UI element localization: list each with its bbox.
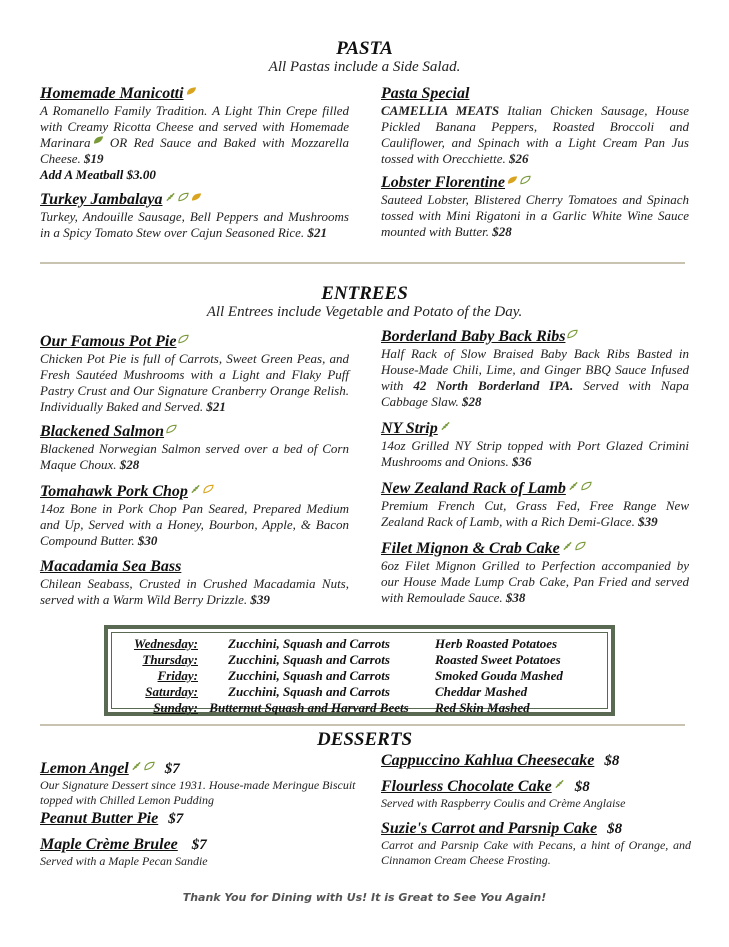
menu-item-filet-crab-cake [381, 538, 689, 606]
menu-item-pot-pie [40, 331, 349, 415]
item-name: Turkey Jambalaya [40, 191, 163, 208]
menu-item-jambalaya [40, 189, 349, 241]
green-leaf-icon [93, 135, 104, 145]
item-price: $28 [119, 457, 140, 472]
wheat-icon [562, 541, 573, 551]
gold-leaf-icon [507, 175, 518, 185]
wheat-icon [568, 481, 579, 491]
daily-sides-row [112, 636, 607, 652]
wheat-icon [131, 761, 142, 771]
wheat-icon [165, 192, 176, 202]
wheat-icon [190, 484, 201, 494]
daily-sides-row [112, 700, 607, 716]
item-price: $28 [492, 224, 512, 239]
item-description: Sauteed Lobster, Blistered Cherry Tomatoes and Spinach tossed with Mini Rigatoni in a Garlic White Wine Sauce mounted with Butter. $28 [381, 192, 689, 239]
day-label: Wednesday: [133, 636, 198, 651]
item-price: $21 [307, 225, 327, 240]
item-price: $8 [604, 753, 620, 769]
item-description: 14oz Bone in Pork Chop Pan Seared, Prepared Medium and Up, Served with a Honey, Bourbon, Apple, & Bacon Compound Butter. $30 [40, 501, 349, 548]
menu-item-ny-strip [381, 418, 689, 470]
menu-item-peanut-butter-pie [40, 808, 360, 828]
entrees-title: ENTREES [321, 283, 408, 304]
nut-leaf-icon [203, 484, 214, 494]
item-name: Filet Mignon & Crab Cake [381, 540, 560, 557]
item-description: Served with Raspberry Coulis and Crème Anglaise [381, 796, 626, 810]
item-addon: Add A Meatball $3.00 [40, 167, 156, 182]
item-name: NY Strip [381, 420, 438, 437]
section-divider [40, 262, 685, 264]
menu-item-lemon-angel [40, 758, 360, 808]
potato: Cheddar Mashed [435, 684, 528, 699]
menu-item-baby-back-ribs [381, 326, 689, 410]
item-description: Half Rack of Slow Braised Baby Back Ribs Basted in House-Made Chili, Lime, and Ginger BBQ Sauce Infused with 42 North Borderland IPA. Served with Napa Cabbage Slaw. $28 [381, 346, 689, 409]
potato: Herb Roasted Potatoes [435, 636, 558, 651]
item-name: Borderland Baby Back Ribs [381, 328, 566, 345]
potato: Smoked Gouda Mashed [435, 668, 563, 683]
vegetable: Butternut Squash and Harvard Beets [209, 700, 409, 715]
item-description: Our Signature Dessert since 1931. House-made Meringue Biscuit topped with Chilled Lemon Pudding [40, 778, 356, 807]
menu-item-blackened-salmon [40, 421, 349, 473]
gold-leaf-icon [191, 192, 202, 202]
daily-sides-row [112, 684, 607, 700]
menu-item-tomahawk-pork-chop [40, 481, 349, 549]
item-name: Flourless Chocolate Cake [381, 778, 552, 795]
item-description: Chicken Pot Pie is full of Carrots, Sweet Green Peas, and Fresh Sautéed Mushrooms with a Light and Flaky Puff Pastry Crust and Our Signature Cranberry Orange Relish. Individually Baked and Served. $21 [40, 351, 349, 414]
item-price: $7 [164, 761, 180, 777]
item-description: CAMELLIA MEATS Italian Chicken Sausage, House Pickled Banana Peppers, Roasted Broccoli and Cauliflower, and Spinach with a Light Cream Pan Jus tossed with Orecchiette. $26 [381, 103, 689, 166]
nut-leaf-icon [144, 761, 155, 771]
item-description: Carrot and Parsnip Cake with Pecans, a hint of Orange, and Cinnamon Cream Cheese Frosting. [381, 838, 691, 867]
item-price: $38 [505, 590, 526, 605]
item-price: $19 [84, 151, 104, 166]
daily-sides-row [112, 652, 607, 668]
nut-leaf-icon [581, 481, 592, 491]
menu-item-lobster-florentine [381, 172, 689, 240]
wheat-icon [554, 779, 565, 789]
item-price: $30 [137, 533, 158, 548]
item-name: Pasta Special [381, 85, 470, 102]
item-price: $8 [574, 779, 590, 795]
menu-item-pasta-special [381, 83, 689, 167]
menu-item-macadamia-sea-bass [40, 556, 349, 608]
item-price: $36 [511, 454, 532, 469]
nut-leaf-icon [166, 424, 177, 434]
vegetable: Zucchini, Squash and Carrots [228, 652, 390, 667]
item-description: Chilean Seabass, Crusted in Crushed Macadamia Nuts, served with a Warm Wild Berry Drizzle. $39 [40, 576, 349, 607]
vegetable: Zucchini, Squash and Carrots [228, 668, 390, 683]
pasta-subtitle: All Pastas include a Side Salad. [268, 59, 461, 75]
item-name: Lemon Angel [40, 760, 129, 777]
item-price: $39 [638, 514, 658, 529]
entrees-subtitle: All Entrees include Vegetable and Potato of the Day. [206, 304, 523, 320]
wheat-icon [440, 421, 451, 431]
item-name: Macadamia Sea Bass [40, 558, 182, 575]
item-name: Homemade Manicotti [40, 85, 184, 102]
day-label: Sunday: [153, 700, 198, 715]
item-name: Maple Crème Brulee [40, 836, 178, 853]
daily-sides-table [104, 625, 615, 716]
menu-item-flourless-chocolate-cake [381, 776, 691, 811]
item-price: $7 [191, 837, 207, 853]
potato: Roasted Sweet Potatoes [435, 652, 561, 667]
day-label: Friday: [157, 668, 198, 683]
item-name: Cappuccino Kahlua Cheesecake [381, 752, 595, 769]
item-description: Blackened Norwegian Salmon served over a bed of Corn Maque Choux. $28 [40, 441, 349, 472]
vegetable: Zucchini, Squash and Carrots [228, 636, 390, 651]
item-description: A Romanello Family Tradition. A Light Thin Crepe filled with Creamy Ricotta Cheese and served with Homemade Marinara OR Red Sauce and Baked with Mozzarella Cheese. $19 [40, 103, 349, 166]
item-description: 6oz Filet Mignon Grilled to Perfection accompanied by our House Made Lump Crab Cake, Pan Fried and served with Remoulade Sauce. $38 [381, 558, 689, 605]
item-description: Premium French Cut, Grass Fed, Free Range New Zealand Rack of Lamb, with a Rich Demi-Glace. $39 [381, 498, 689, 529]
item-name: Tomahawk Pork Chop [40, 483, 188, 500]
daily-sides-row [112, 668, 607, 684]
footer-message: Thank You for Dining with Us! It is Great to See You Again! [182, 891, 547, 904]
menu-item-cappuccino-cheesecake [381, 750, 691, 770]
day-label: Saturday: [145, 684, 198, 699]
menu-item-maple-creme-brulee [40, 834, 360, 869]
nut-leaf-icon [575, 541, 586, 551]
item-name: Blackened Salmon [40, 423, 165, 440]
desserts-title: DESSERTS [316, 729, 413, 750]
item-description: Served with a Maple Pecan Sandie [40, 854, 208, 868]
pasta-title: PASTA [336, 38, 393, 59]
item-price: $28 [462, 394, 482, 409]
day-label: Thursday: [142, 652, 198, 667]
item-name: New Zealand Rack of Lamb [381, 480, 566, 497]
nut-leaf-icon [520, 175, 531, 185]
nut-leaf-icon [567, 329, 578, 339]
gold-leaf-icon [186, 86, 197, 96]
item-price: $7 [168, 811, 184, 827]
item-description: 14oz Grilled NY Strip topped with Port Glazed Crimini Mushrooms and Onions. $36 [381, 438, 689, 469]
section-divider [40, 724, 685, 726]
menu-item-manicotti [40, 83, 349, 183]
item-name: Peanut Butter Pie [40, 810, 159, 827]
vegetable: Zucchini, Squash and Carrots [228, 684, 390, 699]
potato: Red Skin Mashed [435, 700, 530, 715]
menu-item-rack-of-lamb [381, 478, 689, 530]
menu-item-carrot-parsnip-cake [381, 818, 691, 868]
item-price: $21 [206, 399, 226, 414]
item-price: $26 [509, 151, 529, 166]
item-name: Lobster Florentine [381, 174, 506, 191]
item-name: Our Famous Pot Pie [40, 333, 177, 350]
item-description: Turkey, Andouille Sausage, Bell Peppers and Mushrooms in a Spicy Tomato Stew over Cajun Seasoned Rice. $21 [40, 209, 349, 240]
nut-leaf-icon [178, 334, 189, 344]
nut-leaf-icon [178, 192, 189, 202]
item-price: $8 [607, 821, 623, 837]
item-name: Suzie's Carrot and Parsnip Cake [381, 820, 598, 837]
item-price: $39 [250, 592, 270, 607]
